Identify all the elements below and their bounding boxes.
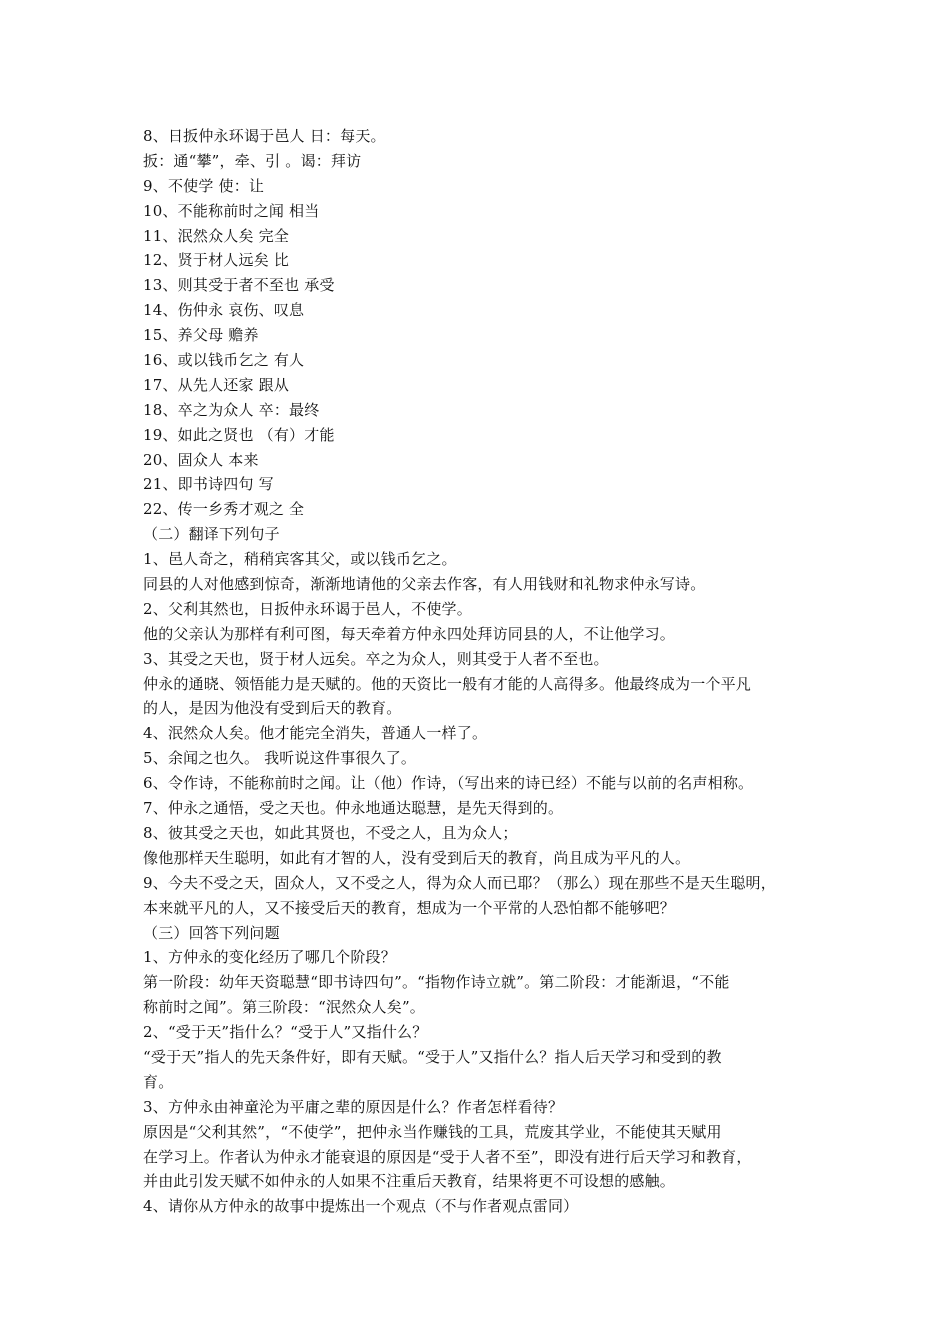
document-body [143,124,823,1219]
translation-line: 本来就平凡的人，又不接受后天的教育，想成为一个平常的人恐怕都不能够吧？ [143,898,676,917]
vocab-item-13: 13、则其受于者不至也 承受 [143,276,335,295]
translation-line: 8、彼其受之天也，如此其贤也，不受之人，且为众人； [143,823,518,842]
translation-line: 他的父亲认为那样有利可图，每天牵着方仲永四处拜访同县的人，不让他学习。 [143,624,676,643]
answer-line: 并由此引发天赋不如仲永的人如果不注重后天教育，结果将更不可设想的感触。 [143,1172,676,1191]
translation-section [143,522,823,920]
translation-line: 的人，是因为他没有受到后天的教育。 [143,699,402,718]
translation-line: 仲永的通晓、领悟能力是天赋的。他的天资比一般有才能的人高得多。他最终成为一个平凡 [143,674,752,693]
vocab-item-14: 14、伤仲永 哀伤、叹息 [143,301,305,320]
translation-line: 3、其受之天也，贤于材人远矣。卒之为众人，则其受于人者不至也。 [143,649,609,668]
question-line: 3、方仲永由神童沦为平庸之辈的原因是什么？作者怎样看待？ [143,1097,564,1116]
section-heading-questions: （三）回答下列问题 [143,923,280,942]
translation-line: 5、余闻之也久。 我听说这件事很久了。 [143,749,417,768]
vocab-item-8: 8、日扳仲永环谒于邑人 日：每天。 [143,127,386,145]
answer-line: 称前时之闻”。第三阶段：“泯然众人矣”。 [143,998,426,1017]
vocab-item-12: 12、贤于材人远矣 比 [143,251,290,270]
answer-line: 育。 [143,1072,174,1091]
vocab-item-19: 19、如此之贤也 （有）才能 [143,425,335,444]
vocab-item-11: 11、泯然众人矣 完全 [143,226,290,245]
vocab-item-16: 16、或以钱币乞之 有人 [143,351,305,370]
vocab-item-9: 9、不使学 使：让 [143,176,265,195]
translation-line: 2、父利其然也，日扳仲永环谒于邑人，不使学。 [143,599,472,618]
questions-section [143,921,823,1220]
section-heading-translation: （二）翻译下列句子 [143,525,280,544]
vocab-item-10: 10、不能称前时之闻 相当 [143,201,320,220]
answer-line: 原因是“父利其然”，“不使学”，把仲永当作赚钱的工具，荒废其学业，不能使其天赋用 [143,1122,722,1141]
answer-line: 在学习上。作者认为仲永才能衰退的原因是“受于人者不至”，即没有进行后天学习和教育， [143,1147,752,1166]
translation-line: 像他那样天生聪明，如此有才智的人，没有受到后天的教育，尚且成为平凡的人。 [143,848,691,867]
translation-line: 9、今夫不受之天，固众人，又不受之人，得为众人而已耶？（那么）现在那些不是天生聪明， [143,873,776,892]
vocab-item-21: 21、即书诗四句 写 [143,475,274,494]
answer-line: “受于天”指人的先天条件好，即有天赋。“受于人”又指什么？指人后天学习和受到的教 [143,1047,722,1066]
vocab-item-18: 18、卒之为众人 卒：最终 [143,400,320,419]
question-line: 1、方仲永的变化经历了哪几个阶段？ [143,948,396,967]
vocab-item-15: 15、养父母 赡养 [143,326,259,345]
vocab-list [143,124,823,522]
vocab-item-8-note: 扳：通“攀”，牵、引 。谒：拜访 [143,151,362,170]
translation-line: 6、令作诗，不能称前时之闻。让（他）作诗，（写出来的诗已经）不能与以前的名声相称。 [143,774,754,793]
question-line: 4、请你从方仲永的故事中提炼出一个观点（不与作者观点雷同） [143,1197,579,1216]
vocab-item-17: 17、从先人还家 跟从 [143,375,290,394]
answer-line: 第一阶段：幼年天资聪慧“即书诗四句”。“指物作诗立就”。第二阶段：才能渐退，“不能 [143,973,730,992]
vocab-item-22: 22、传一乡秀才观之 全 [143,500,305,519]
vocab-item-20: 20、固众人 本来 [143,450,259,469]
translation-line: 同县的人对他感到惊奇，渐渐地请他的父亲去作客，有人用钱财和礼物求仲永写诗。 [143,575,706,594]
question-line: 2、“受于天”指什么？“受于人”又指什么？ [143,1023,428,1042]
translation-line: 1、邑人奇之，稍稍宾客其父，或以钱币乞之。 [143,550,457,569]
translation-line: 7、仲永之通悟，受之天也。仲永地通达聪慧，是先天得到的。 [143,799,564,818]
translation-line: 4、泯然众人矣。他才能完全消失，普通人一样了。 [143,724,488,743]
